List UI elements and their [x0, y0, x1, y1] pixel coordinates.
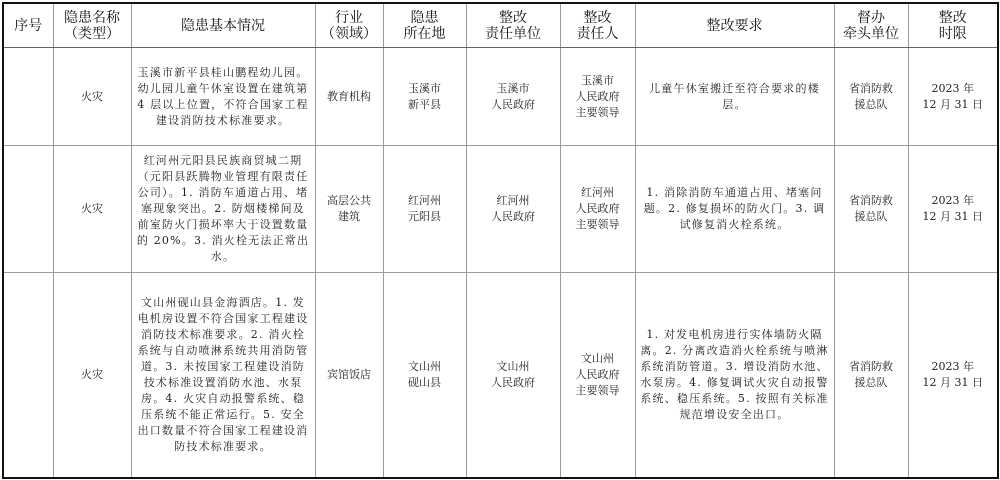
header-responsible-unit: 整改 责任单位 — [466, 3, 560, 48]
header-description: 隐患基本情况 — [131, 3, 315, 48]
cell-seq — [3, 146, 53, 273]
table-row — [3, 146, 998, 273]
header-location: 隐患 所在地 — [383, 3, 466, 48]
cell-supervisor: 省消防救 援总队 — [834, 48, 908, 146]
cell-location: 文山州 砚山县 — [383, 273, 466, 478]
header-requirement: 整改要求 — [635, 3, 834, 48]
header-deadline: 整改 时限 — [908, 3, 998, 48]
cell-requirement: 1. 消除消防车通道占用、堵塞问题。2. 修复损坏的防火门。3. 调试修复消火栓系统。 — [635, 146, 834, 273]
table-row — [3, 48, 998, 146]
cell-responsible-person: 文山州 人民政府 主要领导 — [560, 273, 635, 478]
cell-location: 红河州 元阳县 — [383, 146, 466, 273]
cell-description: 文山州砚山县金海酒店。1. 发电机房设置不符合国家工程建设消防技术标准要求。2. 消火栓系统与自动喷淋系统共用消防管道。3. 未按国家工程建设消防技术标准设置消防水池、水泵房。4. 火灾自动报警系统、稳压系统不能正常运行。5. 安全出口数量不符合国家工程建设消防技术标准要求。 — [131, 273, 315, 478]
cell-description: 玉溪市新平县桂山鹏程幼儿园。幼儿园儿童午休室设置在建筑第 4 层以上位置，不符合国家工程建设消防技术标准要求。 — [131, 48, 315, 146]
cell-description: 红河州元阳县民族商贸城二期（元阳县跃腾物业管理有限责任公司）。1. 消防车通道占用、堵塞现象突出。2. 防烟楼梯间及前室防火门损坏率大于设置数量的 20%。3. 消火栓无法正常出水。 — [131, 146, 315, 273]
cell-requirement: 1. 对发电机房进行实体墙防火隔离。2. 分离改造消火栓系统与喷淋系统消防管道。3. 增设消防水池、水泵房。4. 修复调试火灾自动报警系统、稳压系统。5. 按照有关标准规范增设安全出口。 — [635, 273, 834, 478]
cell-responsible-person: 红河州 人民政府 主要领导 — [560, 146, 635, 273]
cell-responsible-unit: 玉溪市 人民政府 — [466, 48, 560, 146]
header-responsible-person: 整改 责任人 — [560, 3, 635, 48]
cell-hazard-type: 火灾 — [53, 48, 131, 146]
cell-hazard-type: 火灾 — [53, 146, 131, 273]
cell-seq — [3, 48, 53, 146]
cell-supervisor: 省消防救 援总队 — [834, 146, 908, 273]
cell-deadline: 2023 年 12 月 31 日 — [908, 273, 998, 478]
hazard-rectification-table — [2, 2, 999, 479]
cell-supervisor: 省消防救 援总队 — [834, 273, 908, 478]
cell-responsible-unit: 红河州 人民政府 — [466, 146, 560, 273]
header-hazard-type: 隐患名称 （类型） — [53, 3, 131, 48]
cell-deadline: 2023 年 12 月 31 日 — [908, 146, 998, 273]
cell-requirement: 儿童午休室搬迁至符合要求的楼层。 — [635, 48, 834, 146]
table-row — [3, 273, 998, 478]
cell-responsible-person: 玉溪市 人民政府 主要领导 — [560, 48, 635, 146]
cell-hazard-type: 火灾 — [53, 273, 131, 478]
header-row — [3, 3, 998, 48]
header-seq: 序号 — [3, 3, 53, 48]
cell-deadline: 2023 年 12 月 31 日 — [908, 48, 998, 146]
cell-seq — [3, 273, 53, 478]
cell-industry: 高层公共 建筑 — [315, 146, 383, 273]
cell-responsible-unit: 文山州 人民政府 — [466, 273, 560, 478]
cell-location: 玉溪市 新平县 — [383, 48, 466, 146]
cell-industry: 宾馆饭店 — [315, 273, 383, 478]
cell-industry: 教育机构 — [315, 48, 383, 146]
header-supervisor: 督办 牵头单位 — [834, 3, 908, 48]
header-industry: 行业 （领域） — [315, 3, 383, 48]
